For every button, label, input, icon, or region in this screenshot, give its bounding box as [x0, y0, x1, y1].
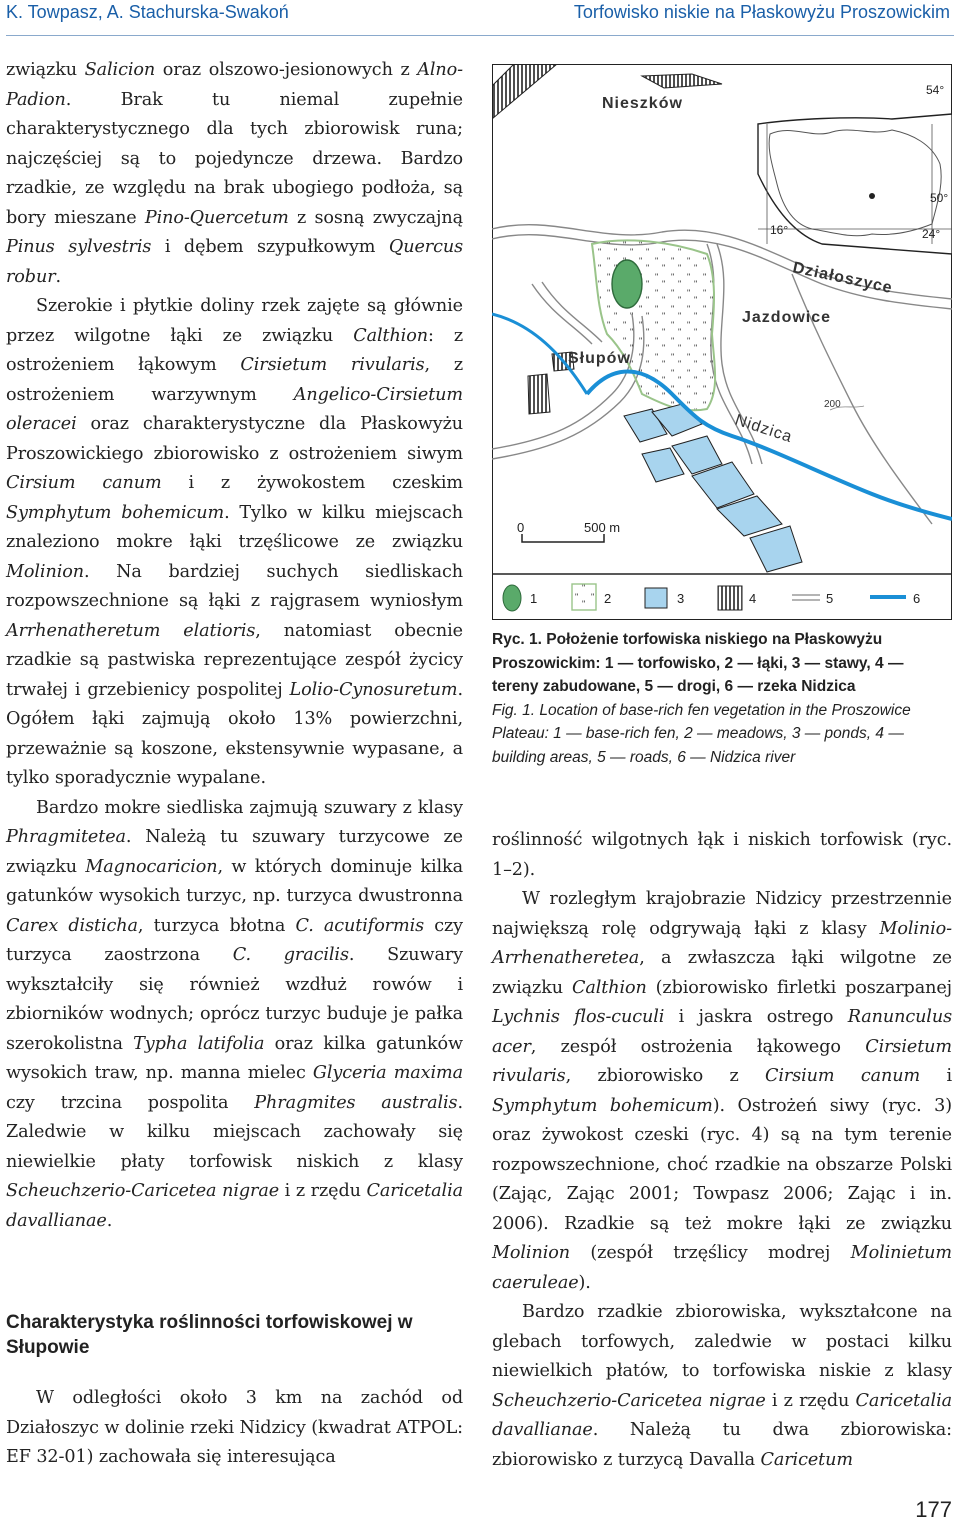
right-column	[492, 826, 952, 1475]
section-heading: Charakterystyka roślinności torfowiskowej w Słupowie	[6, 1312, 413, 1358]
place-label: Słupów	[568, 350, 631, 367]
caption-polish: Ryc. 1. Położenie torfowiska niskiego na Płaskowyżu Proszowickim: 1 — torfowisko, 2 — łąki, 3 — stawy, 4 — tereny zabudowane, 5 — drogi, 6 — rzeka Nidzica	[492, 631, 904, 695]
legend-label: 5	[826, 591, 834, 606]
inset-label-lat-top: 54°	[926, 83, 945, 97]
location-map	[492, 64, 952, 620]
paragraph: W rozległym krajobrazie Nidzicy przestrzennie największą rolę odgrywają łąki z klasy Molinio-Arrhenatheretea, a zwłaszcza łąki wilgotne ze związku Calthion (zbiorowisko firletki poszarpanej Lychnis flos-cuculi i jaskra ostrego Ranunculus acer, zespół ostrożenia łąkowego Cirsietum rivularis, zbiorowisko z Cirsium canum i Symphytum bohemicum). Ostrożeń siwy (ryc. 3) oraz żywokost czeski (ryc. 4) są na tym terenie rozpowszechnione, choć rzadkie na obszarze Polski (Zając, Zając 2001; Towpasz 2006; Zając i in. 2006). Rzadkie są też mokre łąki ze związku Molinion (zespół trzęślicy modrej Molinietum caeruleae).	[492, 889, 952, 1293]
scale-label: 500 m	[584, 520, 621, 535]
scale-label: 0	[517, 520, 525, 535]
header-divider	[6, 35, 954, 36]
legend-swatch-meadow	[572, 584, 596, 610]
section-body	[6, 1384, 463, 1473]
page-number: 177	[915, 1497, 952, 1522]
paragraph: Szerokie i płytkie doliny rzek zajęte są głównie przez wilgotne łąki ze związku Calthion: z ostrożeniem łąkowym Cirsietum rivularis, z ostrożeniem warzywnym Angelico-Cirsietum oleracei oraz charakterystyczne dla Płaskowyżu Proszowickiego zbiorowisko z ostrożeniem siwym Cirsium canum i z żywokostem czeskim Symphytum bohemicum. Tylko w kilku miejscach znaleziono mokre łąki trzęślicowe ze związku Molinion. Na bardziej suchych siedliskach rozpowszechnione są łąki z rajgrasem wyniosłym Arrhenatheretum elatioris, natomiast obecnie rzadkie są pastwiska reprezentujące zespół życicy trwałej i grzebienicy pospolitej Lolio-Cynosuretum. Ogółem łąki zajmują około 13% powierzchni, przeważnie są koszone, ekstensywnie wypasane, a tylko sporadycznie wypalane.	[6, 296, 464, 788]
peat-fen	[612, 260, 642, 308]
legend-label: 6	[913, 591, 921, 606]
river-label: Nidzica	[732, 411, 795, 447]
paragraph: Bardzo rzadkie zbiorowiska, wykształcone na glebach torfowych, zaledwie w postaci kilku niewielkich płatów, to torfowiska niskie z klasy Scheuchzerio-Caricetea nigrae i z rzędu Caricetalia davallianae. Należą tu dwa zbiorowiska: zbiorowisko z turzycą Davalla Caricetum	[492, 1302, 952, 1470]
paragraph: W odległości około 3 km na zachód od Działoszyc w dolinie rzeki Nidzicy (kwadrat ATPOL: EF 32-01) zachowała się interesująca	[6, 1388, 463, 1467]
place-label: Działoszyce	[791, 259, 895, 298]
place-label: Jazdowice	[742, 309, 832, 326]
place-label: Nieszków	[602, 95, 683, 112]
legend-label: 4	[749, 591, 757, 606]
inset-label-lat-bottom: 50°	[930, 191, 949, 205]
paragraph: roślinność wilgotnych łąk i niskich torfowisk (ryc. 1–2).	[492, 830, 952, 880]
left-column	[6, 56, 463, 1236]
legend-swatch-fen	[503, 585, 521, 611]
legend-label: 1	[530, 591, 538, 606]
running-header-title: Torfowisko niskie na Płaskowyżu Proszowickim	[573, 2, 950, 22]
paragraph: związku Salicion oraz olszowo-jesionowych z Alno-Padion. Brak tu niemal zupełnie charakterystycznego dla tych zbiorowisk runa; najczęściej są to pojedyncze drzewa. Bardzo rzadkie, ze względu na brak ubogiego podłoża, są bory mieszane Pino-Quercetum z sosną zwyczajną Pinus sylvestris i dębem szypułkowym Quercus robur.	[6, 60, 463, 287]
map-svg	[492, 64, 952, 620]
legend-swatch-building	[718, 586, 742, 610]
caption-english: Fig. 1. Location of base-rich fen vegetation in the Proszowice Plateau: 1 — base-rich fen, 2 — meadows, 3 — ponds, 4 — building areas, 5 — roads, 6 — Nidzica river	[492, 701, 911, 766]
running-header-authors: K. Towpasz, A. Stachurska-Swakoń	[6, 2, 289, 22]
contour-label: 200	[824, 399, 841, 410]
paragraph: Bardzo mokre siedliska zajmują szuwary z klasy Phragmitetea. Należą tu szuwary turzycowe ze związku Magnocaricion, w których dominuje kilka gatunków wysokich turzyc, np. turzyca dwustronna Carex disticha, turzyca błotna C. acutiformis czy turzyca zaostrzona C. gracilis. Szuwary wykształciły się również wzdłuż rowów i zbiorników wodnych; oprócz turzyc buduje je pałka szerokolistna Typha latifolia oraz kilka gatunków wysokich traw, np. manna mielec Glyceria maxima czy trzcina pospolita Phragmites australis. Zaledwie w kilku miejscach zachowały się niewielkie płaty torfowisk niskich z klasy Scheuchzerio-Caricetea nigrae i z rzędu Caricetalia davallianae.	[6, 797, 464, 1231]
figure-caption	[492, 628, 952, 769]
inset-label-lon-right: 24°	[922, 227, 941, 241]
legend-label: 3	[677, 591, 685, 606]
location-marker	[869, 193, 875, 199]
legend-label: 2	[604, 591, 612, 606]
inset-label-lon-left: 16°	[770, 223, 789, 237]
legend-swatch-pond	[645, 588, 667, 608]
